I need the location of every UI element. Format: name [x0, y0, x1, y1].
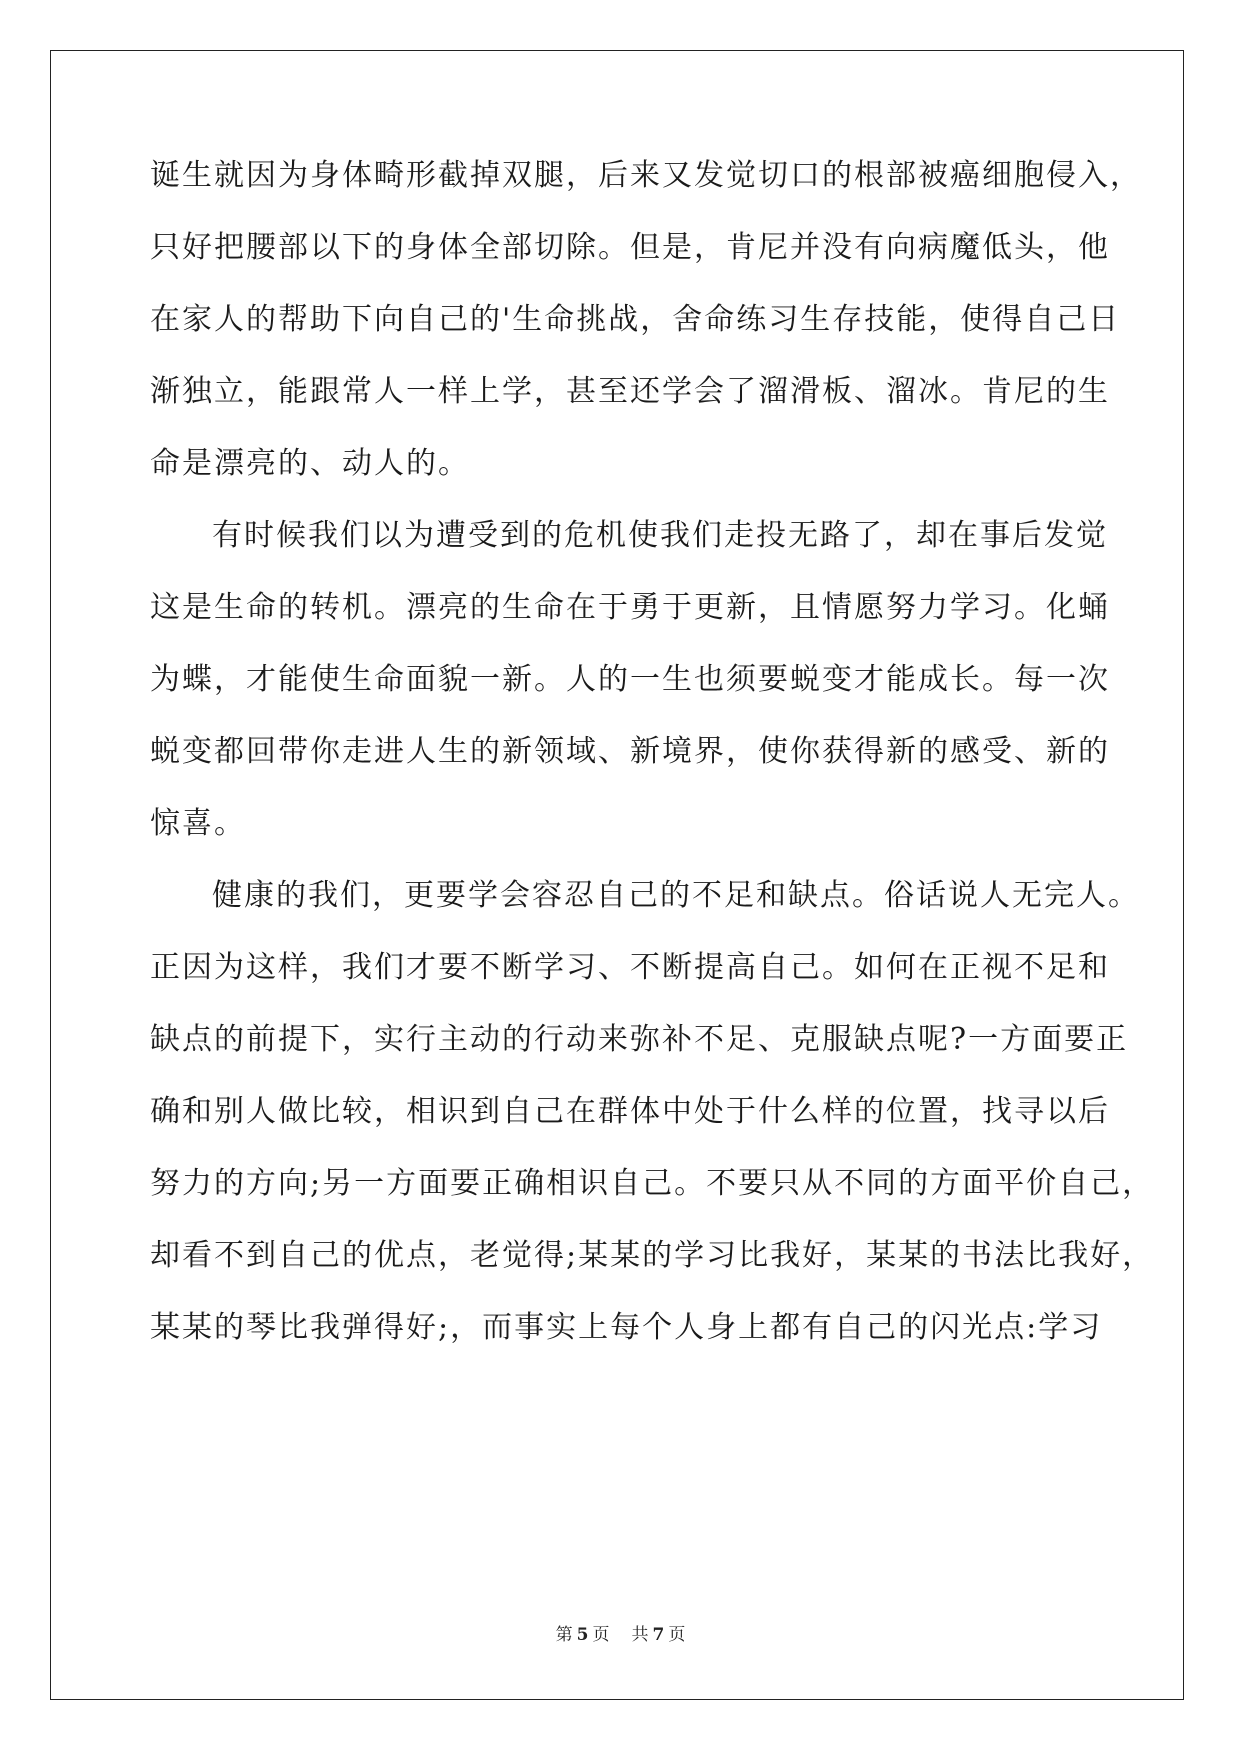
text-line: 蜕变都回带你走进人生的新领域、新境界，使你获得新的感受、新的 — [150, 734, 1110, 769]
total-suffix: 页 — [668, 1625, 686, 1645]
text-line: 某某的琴比我弹得好;，而事实上每个人身上都有自己的闪光点:学习 — [150, 1310, 1103, 1345]
text-line: 惊喜。 — [150, 806, 246, 841]
total-prefix: 共 — [631, 1625, 649, 1645]
page-frame — [50, 50, 1184, 1700]
text-line: 为蝶，才能使生命面貌一新。人的一生也须要蜕变才能成长。每一次 — [150, 662, 1110, 697]
text-line: 只好把腰部以下的身体全部切除。但是，肯尼并没有向病魔低头，他 — [150, 230, 1110, 265]
page-suffix: 页 — [592, 1625, 610, 1645]
text-line: 这是生命的转机。漂亮的生命在于勇于更新，且情愿努力学习。化蛹 — [150, 590, 1110, 625]
text-line: 诞生就因为身体畸形截掉双腿，后来又发觉切口的根部被癌细胞侵入， — [150, 158, 1142, 193]
paragraph-first-line: 健康的我们，更要学会容忍自己的不足和缺点。俗话说人无完人。 — [212, 878, 1140, 913]
text-line: 努力的方向;另一方面要正确相识自己。不要只从不同的方面平价自己， — [150, 1166, 1155, 1201]
text-line: 正因为这样，我们才要不断学习、不断提高自己。如何在正视不足和 — [150, 950, 1110, 985]
text-line: 在家人的帮助下向自己的'生命挑战，舍命练习生存技能，使得自己日 — [150, 302, 1121, 337]
text-line: 缺点的前提下，实行主动的行动来弥补不足、克服缺点呢?一方面要正 — [150, 1022, 1129, 1057]
page-prefix: 第 — [555, 1625, 573, 1645]
total-page-number: 7 — [652, 1625, 665, 1645]
paragraph-first-line: 有时候我们以为遭受到的危机使我们走投无路了，却在事后发觉 — [212, 518, 1108, 553]
current-page-number: 5 — [576, 1625, 589, 1645]
text-line: 却看不到自己的优点，老觉得;某某的学习比我好，某某的书法比我好， — [150, 1238, 1155, 1273]
text-line: 确和别人做比较，相识到自己在群体中处于什么样的位置，找寻以后 — [150, 1094, 1110, 1129]
text-line: 渐独立，能跟常人一样上学，甚至还学会了溜滑板、溜冰。肯尼的生 — [150, 374, 1110, 409]
text-line: 命是漂亮的、动人的。 — [150, 446, 470, 481]
page-footer — [0, 1620, 1241, 1645]
